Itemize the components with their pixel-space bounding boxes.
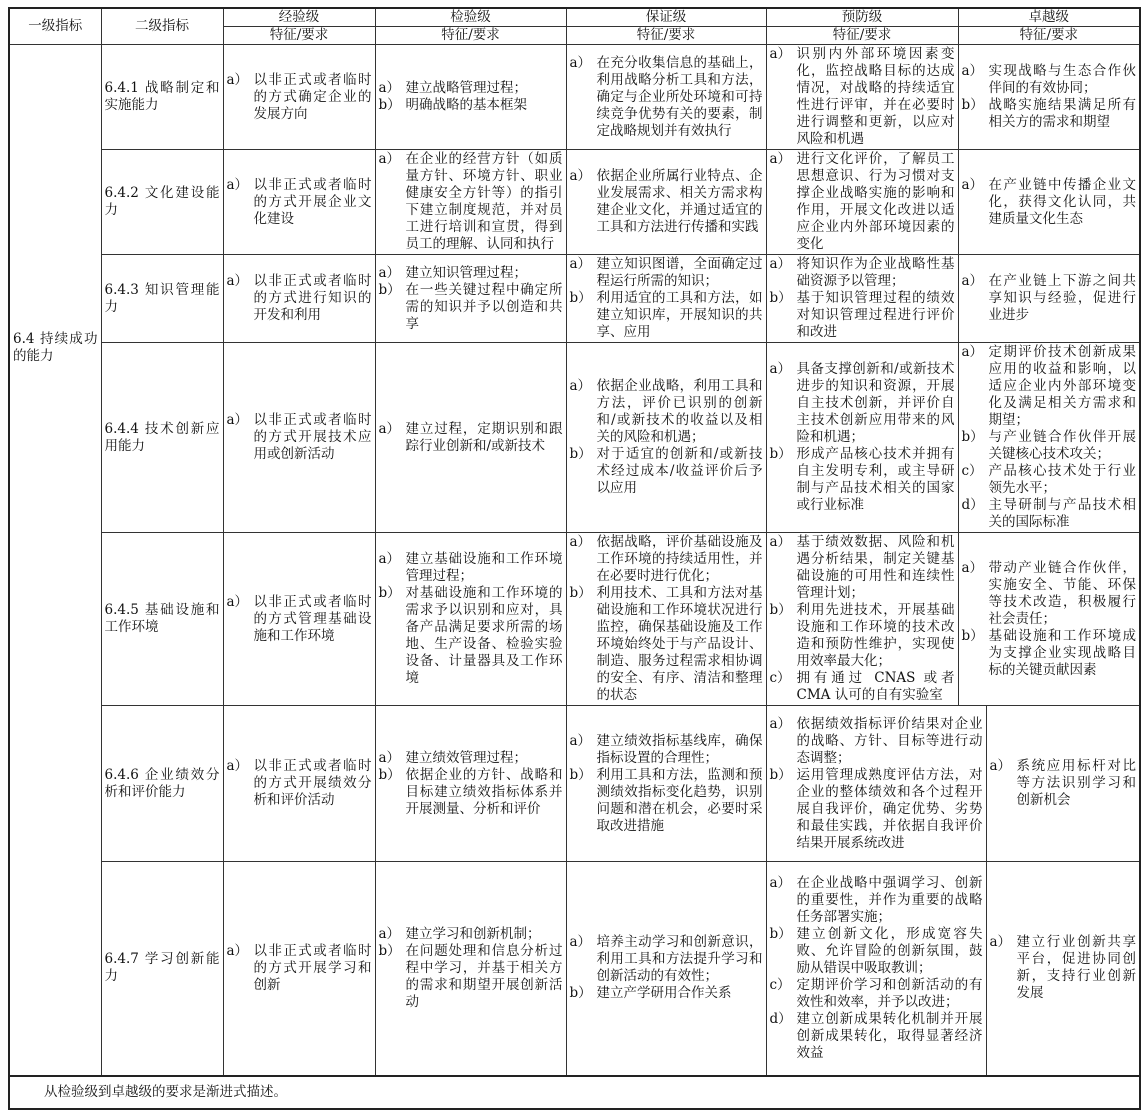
item-text: 建立绩效管理过程； — [405, 749, 527, 766]
footnote: 从检验级到卓越级的要求是渐进式描述。 — [9, 1076, 1140, 1109]
item-marker: a） — [569, 732, 592, 749]
item-text: 依据企业的方针、战略和目标建立绩效指标体系并开展测量、分析和评价 — [405, 766, 563, 817]
requirement-item — [962, 63, 1137, 97]
item-marker: a） — [378, 925, 401, 942]
item-text: 利用先进技术，开展基础设施和工作环境的技术改造和预防性维护，实现使用效率最大化； — [796, 602, 955, 669]
header-prevention: 预防级 — [766, 8, 958, 27]
item-text: 以非正式或者临时的方式进行知识的开发和利用 — [253, 273, 372, 323]
requirement-item — [227, 177, 372, 228]
requirement-item — [770, 875, 983, 926]
subheader: 特征/要求 — [223, 27, 375, 45]
item-marker: a） — [226, 176, 249, 193]
item-text: 以非正式或者临时的方式开展技术应用或创新活动 — [253, 412, 372, 462]
requirement-item — [570, 534, 763, 585]
item-text: 具备支撑创新和/或新技术进步的知识和资源，开展自主技术创新，并评价自主技术创新应用带来的风险和机遇； — [796, 361, 955, 445]
cell-prevention — [766, 533, 958, 706]
table-row — [9, 706, 1140, 862]
item-text: 以非正式或者临时的方式确定企业的发展方向 — [253, 71, 372, 122]
requirement-item — [770, 1011, 983, 1062]
subheader: 特征/要求 — [766, 27, 958, 45]
item-text: 依据绩效指标评价结果对企业的战略、方针、目标等进行动态调整； — [796, 715, 983, 766]
requirement-item — [770, 716, 983, 767]
item-marker: a） — [769, 534, 792, 550]
item-text: 将知识作为企业战略性基础资源予以管理； — [796, 256, 955, 289]
cell-excellence — [958, 255, 1140, 343]
requirement-item — [962, 97, 1137, 131]
item-marker: b） — [378, 281, 401, 298]
cell-excellence — [986, 706, 1140, 862]
item-text: 建立绩效指标基线库，确保指标设置的合理性； — [596, 732, 763, 766]
cell-prevention — [766, 150, 958, 255]
item-text: 建立基础设施和工作环境管理过程； — [405, 551, 563, 584]
level2-indicator: 6.4.5 基础设施和工作环境 — [101, 533, 223, 706]
cell-prevention — [766, 343, 958, 533]
item-text: 利用工具和方法，监测和预测绩效指标变化趋势，识别问题和潜在机会，必要时采取改进措施 — [596, 766, 763, 834]
cell-assurance — [566, 45, 766, 150]
cell-prevention — [766, 255, 958, 343]
item-text: 系统应用标杆对比等方法识别学习和创新机会 — [1016, 758, 1136, 808]
cell-prevention — [766, 862, 986, 1076]
requirement-item — [570, 985, 763, 1002]
item-text: 进行文化评价，了解员工思想意识、行为习惯对支撑企业战略实施的影响和作用，开展文化改进以适应企业内外部环境因素的变化 — [796, 151, 955, 252]
item-marker: a） — [378, 151, 401, 167]
item-marker: b） — [769, 766, 792, 783]
item-marker: a） — [569, 168, 592, 184]
item-marker: b） — [569, 585, 592, 601]
table-row — [9, 150, 1140, 255]
item-text: 对于适宜的创新和/或新技术经过成本/收益评价后予以应用 — [596, 446, 763, 496]
item-text: 定期评价技术创新成果应用的收益和影响，以适应企业内外部环境变化及满足相关方需求和期望； — [988, 344, 1136, 428]
item-text: 主导研制与产品技术相关的国际标准 — [988, 497, 1136, 530]
requirement-item — [962, 177, 1137, 228]
item-marker: a） — [989, 934, 1012, 951]
cell-assurance — [566, 533, 766, 706]
requirement-item — [770, 151, 955, 253]
item-text: 建立学习和创新机制； — [405, 925, 541, 942]
item-text: 以非正式或者临时的方式管理基础设施和工作环境 — [253, 593, 372, 644]
item-text: 利用技术、工具和方法对基础设施和工作环境状况进行监控，确保基础设施及工作环境始终处于与产品设计、制造、服务过程需求相协调的安全、有序、清洁和整理的状态 — [596, 585, 763, 703]
item-marker: a） — [378, 264, 401, 281]
cell-assurance — [566, 255, 766, 343]
requirement-item — [770, 670, 955, 704]
requirement-item — [770, 290, 955, 341]
item-marker: a） — [961, 63, 984, 79]
cell-assurance — [566, 343, 766, 533]
cell-assurance — [566, 150, 766, 255]
item-marker: a） — [378, 420, 401, 437]
item-text: 建立创新成果转化机制并开展创新成果转化，取得显著经济效益 — [796, 1010, 983, 1061]
requirement-item — [770, 767, 983, 852]
cell-experience — [223, 533, 375, 706]
header-experience: 经验级 — [223, 8, 375, 27]
item-text: 在企业战略中强调学习、创新的重要性，并作为重要的战略任务部署实施； — [796, 874, 983, 925]
requirement-item — [227, 943, 372, 994]
requirement-item — [379, 151, 563, 253]
item-marker: a） — [989, 758, 1012, 774]
item-marker: a） — [769, 256, 792, 272]
header-inspection: 检验级 — [375, 8, 566, 27]
item-marker: b） — [769, 925, 792, 942]
cell-inspection — [375, 45, 566, 150]
requirement-item — [962, 429, 1137, 463]
requirement-item — [770, 602, 955, 670]
subheader: 特征/要求 — [958, 27, 1140, 45]
item-text: 在企业的经营方针（如质量方针、环境方针、职业健康安全方针等）的指引下建立制度规范，并对员工进行培训和宣贯，得到员工的理解、认同和执行 — [405, 151, 563, 252]
item-text: 基于绩效数据、风险和机遇分析结果，制定关键基础设施的可用性和连续性管理计划； — [796, 534, 955, 601]
item-marker: a） — [769, 874, 792, 891]
item-text: 产品核心技术处于行业领先水平； — [988, 463, 1136, 496]
item-text: 以非正式或者临时的方式开展绩效分析和评价活动 — [253, 758, 372, 808]
item-text: 依据战略，评价基础设施及工作环境的持续适用性，并在必要时进行优化； — [596, 534, 763, 584]
item-text: 对基础设施和工作环境的需求予以识别和应对，具备产品满足要求所需的场地、生产设备、检验实验设备、计量器具及工作环境 — [405, 585, 563, 686]
item-text: 在充分收集信息的基础上，利用战略分析工具和方法，确定与企业所处环境和可持续竞争优势有关的要素，制定战略规划并有效执行 — [596, 54, 763, 139]
item-text: 在产业链中传播企业文化，获得文化认同，共建质量文化生态 — [988, 176, 1136, 227]
item-text: 形成产品核心技术并拥有自主发明专利，或主导研制与产品技术相关的国家或行业标准 — [796, 446, 955, 513]
item-marker: a） — [769, 361, 792, 377]
item-marker: a） — [226, 412, 249, 428]
item-marker: b） — [569, 985, 592, 1002]
item-marker: c） — [961, 463, 983, 479]
requirement-item — [379, 926, 563, 943]
item-marker: b） — [378, 942, 401, 959]
item-text: 明确战略的基本框架 — [405, 97, 527, 113]
item-text: 依据企业战略，利用工具和方法，评价已识别的创新和/或新技术的收益以及相关的风险和机遇； — [596, 378, 763, 445]
item-marker: a） — [378, 749, 401, 766]
cell-prevention — [766, 45, 958, 150]
item-marker: a） — [961, 273, 984, 289]
item-text: 建立知识图谱，全面确定过程运行所需的知识； — [596, 256, 763, 289]
cell-experience — [223, 150, 375, 255]
requirement-item — [570, 585, 763, 704]
requirement-item — [379, 80, 563, 97]
cell-excellence — [958, 343, 1140, 533]
table-row — [9, 343, 1140, 533]
requirement-item — [962, 497, 1137, 531]
item-marker: a） — [569, 934, 592, 951]
item-marker: b） — [769, 446, 792, 462]
item-marker: a） — [226, 942, 249, 959]
item-marker: b） — [569, 290, 592, 306]
item-marker: a） — [378, 80, 401, 96]
item-text: 定期评价学习和创新活动的有效性和效率，并予以改进； — [796, 976, 983, 1010]
cell-inspection — [375, 343, 566, 533]
item-text: 在问题处理和信息分析过程中学习，并基于相关方的需求和期望开展创新活动 — [405, 942, 563, 1010]
cell-experience — [223, 862, 375, 1076]
level2-indicator: 6.4.7 学习创新能力 — [101, 862, 223, 1076]
requirement-item — [570, 168, 763, 236]
item-marker: d） — [961, 497, 984, 513]
table-row — [9, 45, 1140, 150]
requirement-item — [770, 256, 955, 290]
item-marker: a） — [226, 593, 249, 610]
requirement-item — [227, 758, 372, 809]
item-marker: a） — [769, 151, 792, 167]
requirement-item — [570, 256, 763, 290]
subheader: 特征/要求 — [375, 27, 566, 45]
cell-experience — [223, 45, 375, 150]
header-level1: 一级指标 — [9, 8, 101, 45]
requirement-item — [379, 585, 563, 687]
requirement-item — [570, 55, 763, 140]
item-marker: a） — [226, 758, 249, 774]
level2-indicator: 6.4.6 企业绩效分析和评价能力 — [101, 706, 223, 862]
requirement-item — [570, 378, 763, 446]
requirement-item — [962, 628, 1137, 679]
cell-inspection — [375, 255, 566, 343]
requirement-item — [227, 594, 372, 645]
item-marker: a） — [226, 71, 249, 88]
subheader: 特征/要求 — [566, 27, 766, 45]
requirement-item — [379, 282, 563, 333]
requirement-item — [962, 560, 1137, 628]
item-marker: b） — [769, 602, 792, 618]
requirement-item — [227, 72, 372, 123]
item-text: 建立产学研用合作关系 — [596, 985, 732, 1002]
level2-indicator: 6.4.2 文化建设能力 — [101, 150, 223, 255]
item-text: 以非正式或者临时的方式开展学习和创新 — [253, 942, 372, 993]
requirement-item — [570, 290, 763, 341]
requirement-item — [227, 273, 372, 324]
item-text: 利用适宜的工具和方法，如建立知识库，开展知识的共享、应用 — [596, 290, 763, 340]
requirement-item — [379, 767, 563, 818]
item-marker: a） — [961, 559, 984, 576]
requirement-item — [570, 934, 763, 985]
requirement-item — [379, 943, 563, 1011]
header-level2: 二级指标 — [101, 8, 223, 45]
requirement-item — [990, 934, 1137, 1002]
item-marker: c） — [769, 670, 791, 686]
item-marker: b） — [961, 627, 984, 644]
cell-assurance — [566, 706, 766, 862]
cell-excellence — [986, 862, 1140, 1076]
requirement-item — [962, 344, 1137, 429]
item-marker: a） — [378, 551, 401, 567]
item-marker: a） — [769, 715, 792, 732]
item-text: 基于知识管理过程的绩效对知识管理过程进行评价和改进 — [796, 290, 955, 340]
item-text: 在一些关键过程中确定所需的知识并予以创造和共享 — [405, 281, 563, 332]
item-marker: d） — [769, 1010, 792, 1027]
table-row — [9, 862, 1140, 1076]
cell-excellence — [958, 150, 1140, 255]
requirement-item — [379, 265, 563, 282]
requirement-item — [379, 551, 563, 585]
cell-prevention — [766, 706, 986, 862]
item-text: 运用管理成熟度评估方法，对企业的整体绩效和各个过程开展自我评价，确定优势、劣势和最佳实践，并依据自我评价结果开展系统改进 — [796, 766, 983, 851]
requirement-item — [770, 446, 955, 514]
requirement-item — [379, 421, 563, 455]
level2-indicator: 6.4.3 知识管理能力 — [101, 255, 223, 343]
item-text: 建立知识管理过程； — [405, 264, 527, 281]
item-text: 建立过程，定期识别和跟踪行业创新和/或新技术 — [405, 420, 563, 454]
item-text: 战略实施结果满足所有相关方的需求和期望 — [988, 97, 1136, 130]
cell-experience — [223, 706, 375, 862]
requirement-item — [570, 733, 763, 767]
item-marker: b） — [961, 429, 984, 445]
level1-indicator: 6.4 持续成功的能力 — [9, 45, 101, 1076]
item-text: 依据企业所属行业特点、企业发展需求、相关方需求构建企业文化，并通过适宜的工具和方法进行传播和实践 — [596, 168, 763, 235]
cell-excellence — [958, 533, 1140, 706]
item-text: 拥有通过 CNAS 或者 CMA 认可的自有实验室 — [796, 670, 955, 703]
item-marker: b） — [569, 446, 592, 462]
item-text: 带动产业链合作伙伴，实施安全、节能、环保等技术改造，积极履行社会责任； — [988, 559, 1136, 627]
requirement-item — [962, 463, 1137, 497]
cell-experience — [223, 343, 375, 533]
requirement-item — [770, 361, 955, 446]
cell-inspection — [375, 150, 566, 255]
item-text: 与产业链合作伙伴开展关键核心技术攻关； — [988, 429, 1136, 462]
level2-indicator: 6.4.4 技术创新应用能力 — [101, 343, 223, 533]
cell-inspection — [375, 533, 566, 706]
item-marker: a） — [226, 273, 249, 289]
item-marker: a） — [769, 46, 792, 62]
item-marker: b） — [378, 585, 401, 601]
cell-assurance — [566, 862, 766, 1076]
header-excellence: 卓越级 — [958, 8, 1140, 27]
item-marker: a） — [569, 256, 592, 272]
item-marker: b） — [378, 97, 401, 113]
item-text: 基础设施和工作环境成为支撑企业实现战略目标的关键贡献因素 — [988, 627, 1136, 678]
item-marker: b） — [569, 766, 592, 783]
requirement-item — [770, 977, 983, 1011]
requirement-item — [770, 926, 983, 977]
maturity-table — [8, 7, 1141, 1110]
item-marker: c） — [769, 976, 791, 993]
item-marker: a） — [569, 54, 592, 71]
requirement-item — [770, 46, 955, 148]
table-body — [9, 45, 1140, 1076]
item-text: 建立战略管理过程； — [405, 80, 527, 96]
item-text: 实现战略与生态合作伙伴间的有效协同； — [988, 63, 1136, 96]
requirement-item — [379, 750, 563, 767]
item-text: 建立行业创新共享平台，促进协同创新，支持行业创新发展 — [1016, 934, 1136, 1002]
table-row — [9, 255, 1140, 343]
item-marker: b） — [961, 97, 984, 113]
header-assurance: 保证级 — [566, 8, 766, 27]
item-text: 识别内外部环境因素变化，监控战略目标的达成情况，对战略的持续适宜性进行评审，并在必要时进行调整和更新，以应对风险和机遇 — [796, 46, 955, 147]
requirement-item — [379, 97, 563, 114]
item-text: 在产业链上下游之间共享知识与经验，促进行业进步 — [988, 273, 1136, 323]
requirement-item — [770, 534, 955, 602]
cell-inspection — [375, 862, 566, 1076]
item-marker: a） — [961, 344, 984, 360]
requirement-item — [990, 758, 1137, 809]
table-row — [9, 533, 1140, 706]
requirement-item — [962, 273, 1137, 324]
cell-excellence — [958, 45, 1140, 150]
item-marker: a） — [961, 176, 984, 193]
item-text: 以非正式或者临时的方式开展企业文化建设 — [253, 176, 372, 227]
item-text: 建立创新文化，形成宽容失败、允许冒险的创新氛围，鼓励从错误中吸取教训； — [796, 925, 983, 976]
item-text: 培养主动学习和创新意识，利用工具和方法提升学习和创新活动的有效性； — [596, 934, 763, 985]
requirement-item — [570, 446, 763, 497]
level2-indicator: 6.4.1 战略制定和实施能力 — [101, 45, 223, 150]
item-marker: b） — [769, 290, 792, 306]
item-marker: a） — [569, 378, 592, 394]
cell-inspection — [375, 706, 566, 862]
item-marker: a） — [569, 534, 592, 550]
cell-experience — [223, 255, 375, 343]
requirement-item — [227, 412, 372, 463]
requirement-item — [570, 767, 763, 835]
item-marker: b） — [378, 766, 401, 783]
